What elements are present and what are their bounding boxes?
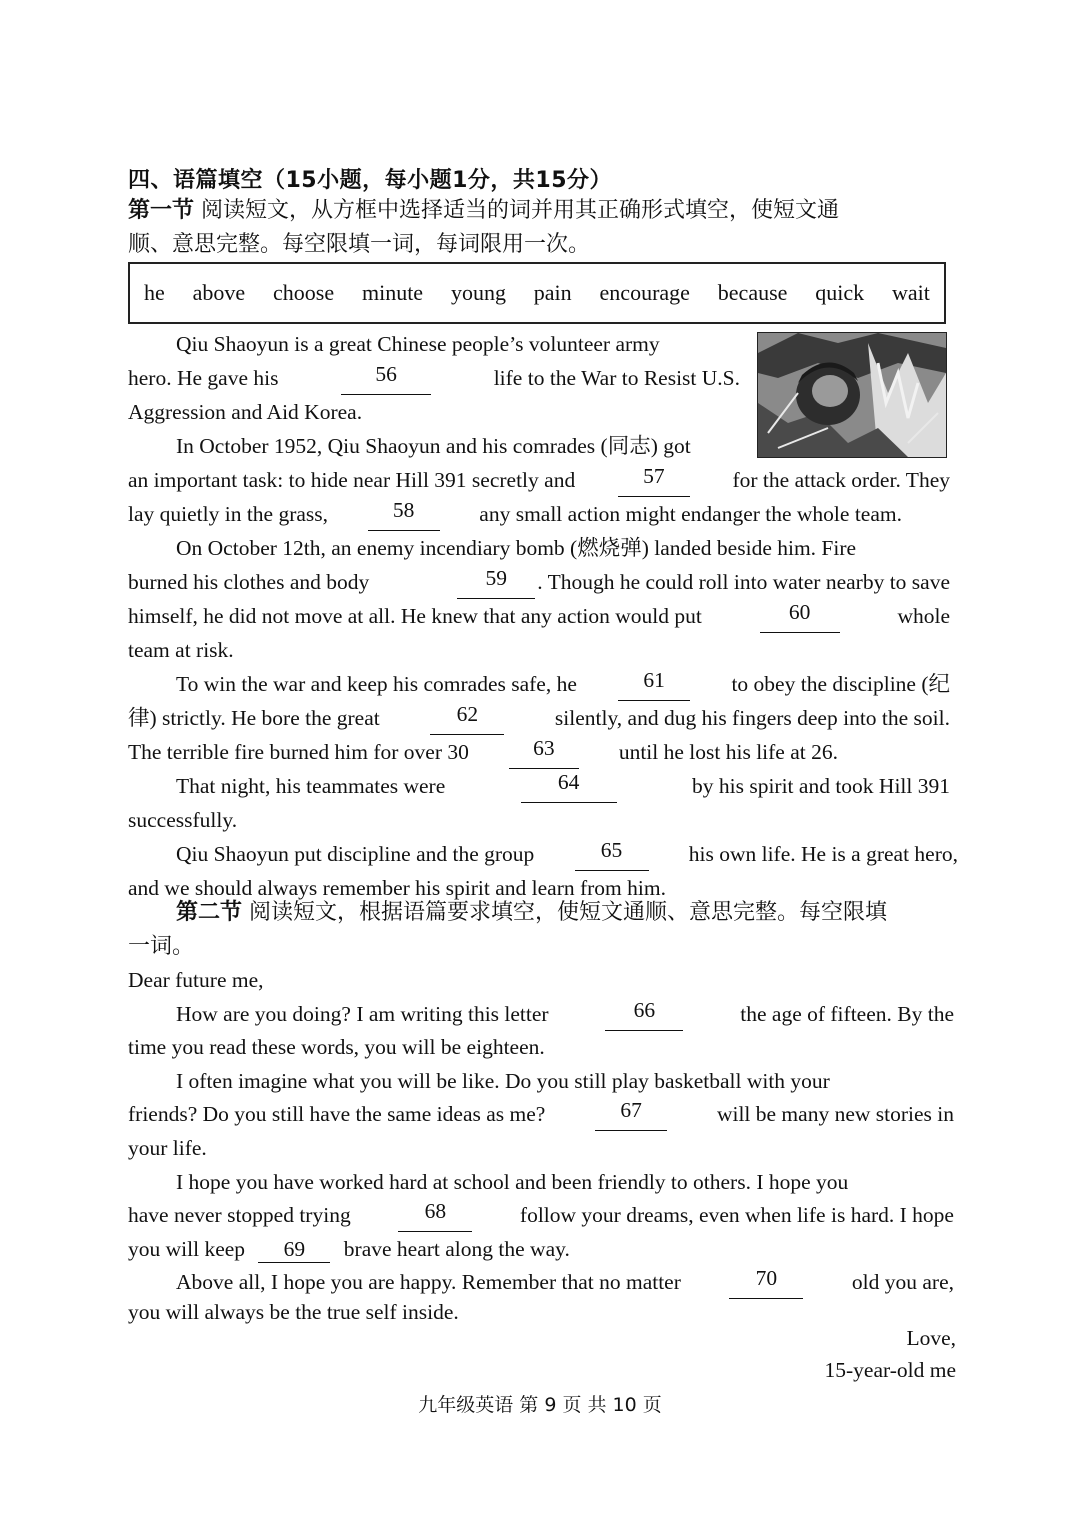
blank-60[interactable]: 60: [760, 599, 840, 633]
passage-text: brave heart along the way.: [343, 1237, 570, 1261]
blank-62[interactable]: 62: [430, 701, 504, 735]
part2-label: 第二节: [176, 900, 243, 925]
passage-line: [128, 565, 950, 599]
passage-text: burned his clothes and body: [128, 570, 370, 594]
passage-text: 律) strictly. He bore the great: [128, 706, 380, 730]
passage-text: Dear future me,: [128, 968, 264, 992]
passage-text: Qiu Shaoyun is a great Chinese people’s volunteer army: [176, 332, 660, 356]
passage-text: any small action might endanger the whole team.: [479, 502, 902, 526]
passage-text: life to the War to Resist U.S.: [493, 366, 740, 390]
passage-text: you will keep: [128, 1237, 246, 1261]
blank-66[interactable]: 66: [605, 997, 683, 1031]
section-heading: 四、语篇填空（15小题，每小题1分，共15分）: [128, 168, 613, 193]
blank-64[interactable]: 64: [521, 769, 617, 803]
letter-line: [176, 1265, 954, 1299]
letter-line: [176, 1064, 950, 1098]
passage-line: [176, 429, 950, 463]
part1-instruction-line2: 顺、意思完整。每空限填一词，每词限用一次。: [128, 232, 591, 257]
passage-line: [128, 803, 950, 837]
part2-instruction-line2: 一词。: [128, 934, 195, 959]
passage-text: Qiu Shaoyun put discipline and the group: [176, 842, 535, 866]
blank-56[interactable]: 56: [341, 361, 431, 395]
word-bank-item: wait: [892, 280, 930, 305]
passage-line: [128, 395, 950, 429]
letter-line: [128, 1198, 954, 1232]
passage-text: to obey the discipline (纪: [731, 672, 950, 696]
passage-text: and we should always remember his spirit and learn from him.: [128, 876, 666, 900]
passage-line: [128, 361, 740, 395]
blank-63[interactable]: 63: [509, 735, 579, 769]
passage-text: for the attack order. They: [732, 468, 950, 492]
word-bank-item: young: [450, 280, 506, 305]
word-bank-item: minute: [361, 280, 424, 305]
passage-line: [128, 497, 902, 531]
passage-line: [176, 531, 950, 565]
passage-text: the age of fifteen. By the: [740, 1002, 954, 1026]
word-bank-item: choose: [273, 280, 335, 305]
passage-text: follow your dreams, even when life is hard. I hope: [519, 1203, 954, 1227]
blank-68[interactable]: 68: [398, 1198, 472, 1232]
word-bank-item: he: [144, 280, 165, 305]
passage-text: by his spirit and took Hill 391: [691, 774, 950, 798]
passage-text: you will always be the true self inside.: [128, 1300, 459, 1324]
page-footer: 九年级英语 第 9 页 共 10 页: [418, 1394, 662, 1416]
blank-59[interactable]: 59: [457, 565, 535, 599]
passage-text: hero. He gave his: [128, 366, 279, 390]
letter-signature: 15-year-old me: [824, 1358, 956, 1382]
passage-text: How are you doing? I am writing this letter: [176, 1002, 549, 1026]
blank-70[interactable]: 70: [729, 1265, 803, 1299]
passage-line: [128, 599, 950, 633]
passage-text: I often imagine what you will be like. Do you still play basketball with your: [176, 1069, 830, 1093]
letter-line: [176, 997, 954, 1031]
passage-text: an important task: to hide near Hill 391 secretly and: [128, 468, 576, 492]
passage-line: [176, 837, 958, 871]
letter-line: [128, 1030, 950, 1064]
passage-text: lay quietly in the grass,: [128, 502, 329, 526]
passage-text: Aggression and Aid Korea.: [128, 400, 363, 424]
word-bank-item: above: [192, 280, 246, 305]
passage-text: old you are,: [851, 1270, 954, 1294]
passage-line: [128, 463, 950, 497]
passage-text: In October 1952, Qiu Shaoyun and his comrades (同志) got: [176, 434, 691, 458]
blank-61[interactable]: 61: [618, 667, 690, 701]
passage-text: That night, his teammates were: [176, 774, 446, 798]
blank-65[interactable]: 65: [575, 837, 649, 871]
passage-text: whole: [897, 604, 950, 628]
passage-text: . Though he could roll into water nearby to save: [537, 570, 950, 594]
passage-text: until he lost his life at 26.: [618, 740, 838, 764]
passage-text: I hope you have worked hard at school and been friendly to others. I hope you: [176, 1170, 849, 1194]
passage-text: silently, and dug his fingers deep into the soil.: [554, 706, 950, 730]
part1-instruction: [128, 194, 958, 262]
passage-text: will be many new stories in: [716, 1102, 954, 1126]
letter-line: [128, 1131, 950, 1165]
passage-text: team at risk.: [128, 638, 234, 662]
blank-67[interactable]: 67: [595, 1097, 667, 1131]
letter-closing: Love,: [906, 1326, 956, 1350]
passage-line: [128, 701, 950, 735]
passage-text: Above all, I hope you are happy. Remember that no matter: [176, 1270, 681, 1294]
passage-text: have never stopped trying: [128, 1203, 351, 1227]
passage-text: To win the war and keep his comrades safe, he: [176, 672, 577, 696]
word-bank-item: encourage: [599, 280, 690, 305]
passage-text: time you read these words, you will be eighteen.: [128, 1035, 545, 1059]
letter-line: [176, 1165, 950, 1199]
passage-text: The terrible fire burned him for over 30: [128, 740, 469, 764]
word-bank-box: [128, 262, 946, 324]
word-bank-item: because: [717, 280, 788, 305]
part1-instruction-line1: 阅读短文，从方框中选择适当的词并用其正确形式填空，使短文通: [201, 198, 840, 223]
passage-text: On October 12th, an enemy incendiary bomb (燃烧弹) landed beside him. Fire: [176, 536, 857, 560]
word-bank-item: quick: [815, 280, 865, 305]
blank-58[interactable]: 58: [368, 497, 440, 531]
letter-line: [128, 1097, 954, 1131]
letter-line: [128, 1232, 950, 1266]
passage-text: friends? Do you still have the same ideas as me?: [128, 1102, 546, 1126]
passage-line: [176, 769, 950, 803]
passage-text: your life.: [128, 1136, 207, 1160]
part2-instruction-line1: 阅读短文，根据语篇要求填空，使短文通顺、意思完整。每空限填: [249, 900, 888, 925]
blank-69[interactable]: 69: [258, 1236, 330, 1263]
word-bank-item: pain: [533, 280, 572, 305]
passage-line: [176, 667, 950, 701]
part2-instruction: [128, 896, 958, 964]
passage-text: successfully.: [128, 808, 238, 832]
passage-line: [128, 735, 838, 769]
letter-greeting: [128, 963, 950, 997]
blank-57[interactable]: 57: [618, 463, 690, 497]
passage-line: [128, 633, 950, 667]
passage-text: his own life. He is a great hero,: [688, 842, 958, 866]
letter-line: [128, 1295, 950, 1329]
part1-label: 第一节: [128, 198, 195, 223]
passage-line: [176, 327, 736, 361]
passage-text: himself, he did not move at all. He knew that any action would put: [128, 604, 702, 628]
